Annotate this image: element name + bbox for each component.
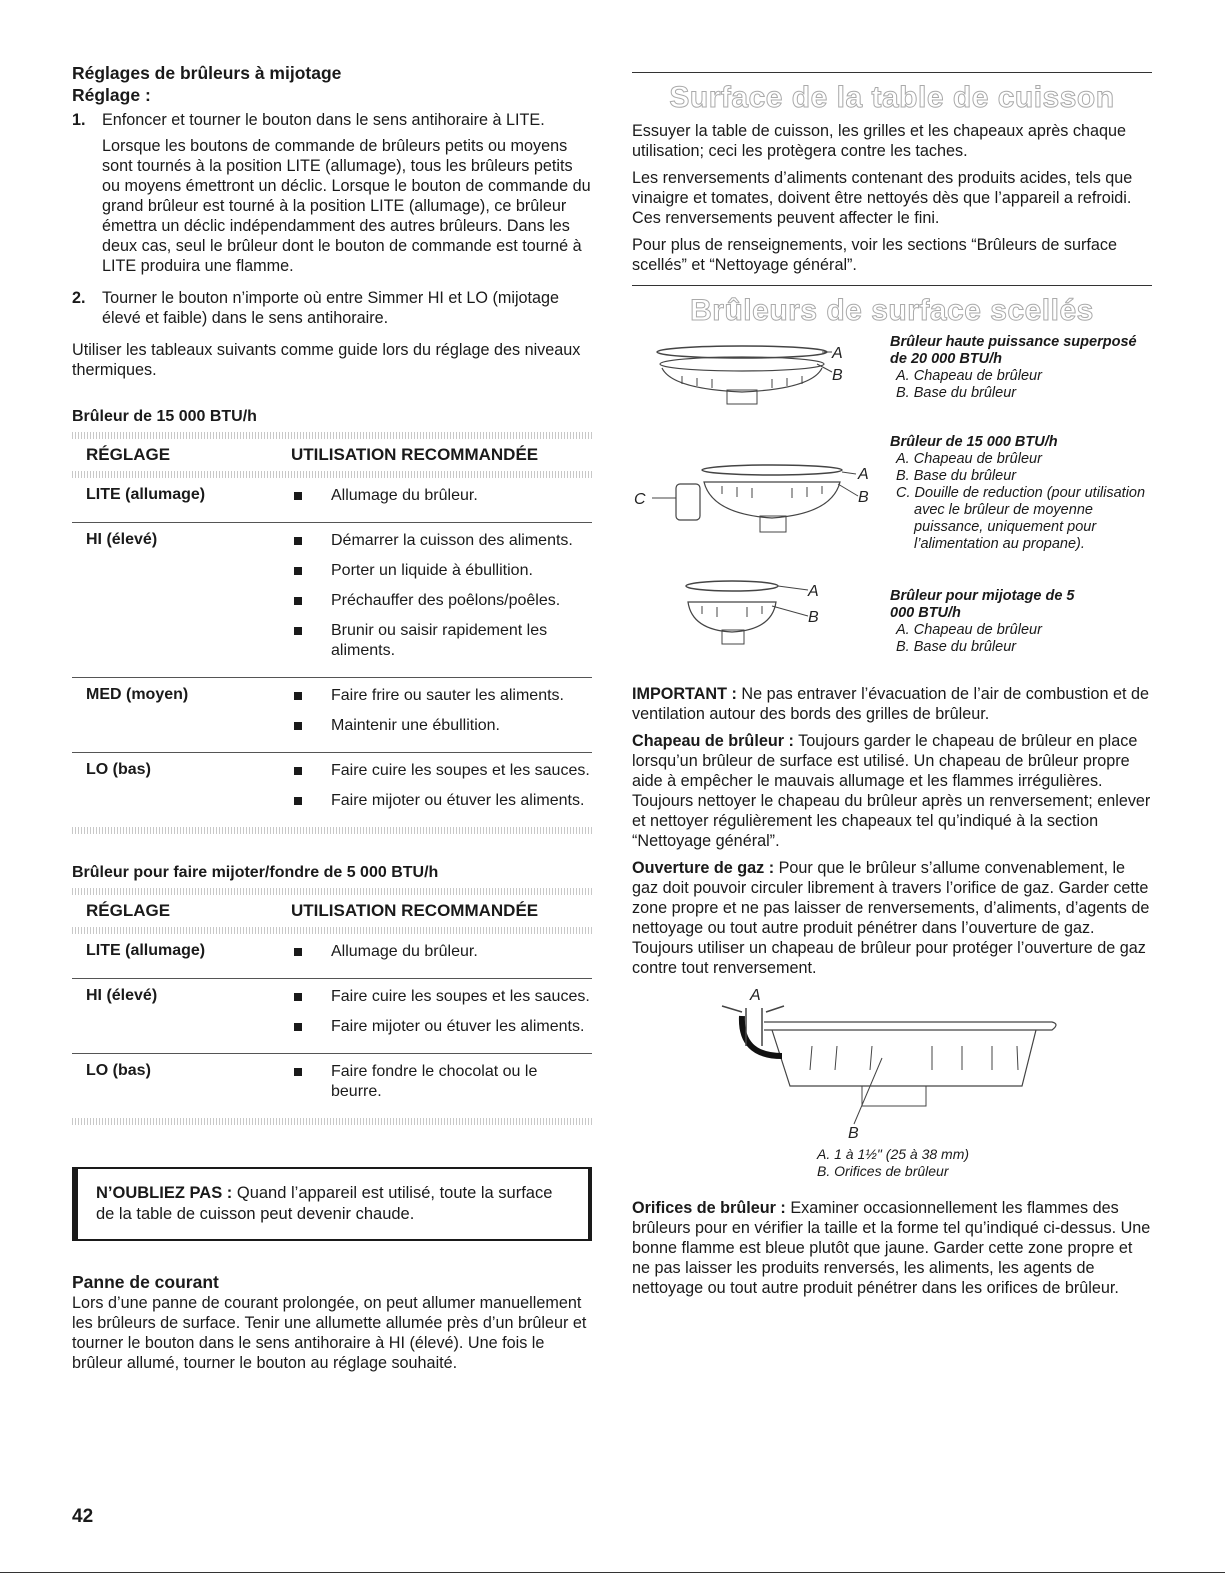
table-row	[72, 1054, 592, 1118]
step-text: Tourner le bouton n’importe où entre Simmer HI et LO (mijotage élevé et faible) dans le sens antihoraire.	[102, 289, 560, 327]
burner-cross-section	[632, 986, 1152, 1186]
burner-cap-text: Chapeau de brûleur : Toujours garder le chapeau de brûleur en place lorsqu’un brûleur de surface est utilisé. Un chapeau de brûleur propre aide à empêcher le mauvais allumage et les flammes irrégulières. Toujours nettoyer le chapeau du brûleur après un renversement; enlever et nettoyer régulièrement les chapeaux tel qu’indiqué à la section “Nettoyage général”.	[632, 732, 1151, 850]
col-use-header: UTILISATION RECOMMANDÉE	[291, 445, 539, 464]
burner-caption-3	[890, 588, 1100, 656]
diagram-letter: C	[634, 491, 646, 508]
burner-diagrams	[632, 334, 1152, 674]
burner-caption-1	[890, 334, 1150, 402]
simmer-heading: Réglages de brûleurs à mijotage	[72, 63, 342, 83]
cross-section-illustration	[632, 986, 1152, 1141]
burner-15000-table	[72, 408, 592, 834]
page-number: 42	[72, 1506, 94, 1527]
row-setting: LO (bas)	[86, 761, 151, 778]
col-setting-header: RÉGLAGE	[86, 445, 171, 464]
caption-part: C. Douille de reduction (pour utilisation avec le brûleur de moyenne puissance, uniquement pour l’alimentation au propane).	[896, 485, 1146, 552]
use-item: Faire mijoter ou étuver les aliments.	[291, 1017, 592, 1037]
burner-illustrations	[632, 334, 882, 674]
use-item: Allumage du brûleur.	[291, 942, 592, 962]
table-title: Brûleur pour faire mijoter/fondre de 5 000 BTU/h	[72, 864, 439, 881]
diagram-letter: B	[832, 367, 843, 384]
step-2	[72, 288, 592, 334]
power-outage-text: Lors d’une panne de courant prolongée, on peut allumer manuellement les brûleurs de surface. Tenir une allumette allumée près d’un brûleur et tourner le bouton dans le sens antihoraire à HI (élevé). Une fois le brûleur allumé, tourner le bouton au réglage souhaité.	[72, 1294, 587, 1372]
caption-part: B. Base du brûleur	[896, 468, 1017, 484]
cooktop-text: Essuyer la table de cuisson, les grilles et les chapeaux après chaque utilisation; ceci les protègera contre les taches.	[632, 122, 1127, 160]
table-divider	[72, 888, 592, 895]
use-item: Allumage du brûleur.	[291, 486, 592, 506]
left-column	[72, 62, 592, 1380]
section-rule	[632, 285, 1152, 286]
table-row	[72, 753, 592, 827]
important-text: IMPORTANT : Ne pas entraver l’évacuation de l’air de combustion et de ventilation autour des bords des grilles de brûleur.	[632, 685, 1150, 723]
row-setting: LO (bas)	[86, 1062, 151, 1079]
table-divider	[72, 927, 592, 934]
caption-part: A. Chapeau de brûleur	[896, 622, 1042, 638]
step-number: 1.	[72, 111, 86, 129]
cooktop-text: Les renversements d’aliments contenant des produits acides, tels que vinaigre et tomates, doivent être nettoyés dès que l’appareil a refroidi. Ces renversements peuvent affecter le fini.	[632, 169, 1133, 227]
diagram-letter: A	[858, 466, 869, 483]
caption-part: A. Chapeau de brûleur	[896, 368, 1042, 384]
table-header	[72, 895, 592, 927]
col-use-header: UTILISATION RECOMMANDÉE	[291, 901, 539, 920]
use-item: Faire cuire les soupes et les sauces.	[291, 987, 592, 1007]
cross-section-caption	[817, 1146, 969, 1180]
row-setting: MED (moyen)	[86, 686, 189, 703]
col-setting-header: RÉGLAGE	[86, 901, 171, 920]
row-setting: HI (élevé)	[86, 987, 158, 1004]
row-setting: HI (élevé)	[86, 531, 158, 548]
table-divider	[72, 432, 592, 439]
caption-title: Brûleur haute puissance superposé de 20 000 BTU/h	[890, 334, 1137, 367]
row-setting: LITE (allumage)	[86, 486, 206, 503]
table-row	[72, 478, 592, 523]
reminder-notice	[72, 1167, 592, 1241]
caption-part: A. Chapeau de brûleur	[896, 451, 1042, 467]
diagram-letter: B	[808, 609, 819, 626]
use-item: Brunir ou saisir rapidement les aliments.	[291, 621, 592, 661]
caption-part: B. Base du brûleur	[896, 639, 1017, 655]
diagram-letter: A	[808, 583, 819, 600]
orifices-text: Orifices de brûleur : Examiner occasionnellement les flammes des brûleurs pour en vérifier la taille et la forme tel qu’indiqué ci-dessus. Une bonne flamme est bleue plutôt que jaune. Garder cette zone propre et ne pas laisser les produits renversés, les aliments, les agents de nettoyage ou tout autre produit pénétrer dans les orifices de brûleur.	[632, 1199, 1151, 1297]
burner-caption-2	[890, 434, 1152, 553]
step-text: Lorsque les boutons de commande de brûleurs petits ou moyens sont tournés à la position LITE (allumage), tous les brûleurs petits ou moyens émettront un déclic. Lorsque le bouton de commande du grand brûleur est tourné à la position LITE (allumage), ce brûleur émettra un déclic indépendamment des autres brûleurs. Dans les deux cas, seul le brûleur dont le bouton de commande est tourné à LITE produira une flamme.	[102, 137, 591, 275]
row-setting: LITE (allumage)	[86, 942, 206, 959]
caption-part: A. 1 à 1½" (25 à 38 mm)	[817, 1146, 970, 1162]
page-bottom-rule	[0, 1572, 1225, 1573]
table-divider	[72, 827, 592, 834]
use-item: Faire mijoter ou étuver les aliments.	[291, 791, 592, 811]
step-text: Enfoncer et tourner le bouton dans le sens antihoraire à LITE.	[102, 111, 545, 129]
table-divider	[72, 471, 592, 478]
table-row	[72, 523, 592, 678]
use-item: Préchauffer des poêlons/poêles.	[291, 591, 592, 611]
burner-5000-table	[72, 864, 592, 1125]
setting-subheading: Réglage :	[72, 85, 151, 105]
gas-opening-text: Ouverture de gaz : Pour que le brûleur s’allume convenablement, le gaz doit pouvoir circuler librement à travers l’orifice de gaz. Garder cette zone propre et ne pas laisser de renversements, d’aliments, d’agents de nettoyage ou tout autre produit pénétrer dans l’ouverture de gaz. Toujours utiliser un chapeau de brûleur pour protéger l’ouverture de gaz contre tout renversement.	[632, 859, 1150, 977]
use-item: Démarrer la cuisson des aliments.	[291, 531, 592, 551]
sealed-burners-heading: Brûleurs de surface scellés	[690, 294, 1094, 327]
table-divider	[72, 1118, 592, 1125]
table-row	[72, 979, 592, 1054]
caption-title: Brûleur de 15 000 BTU/h	[890, 434, 1058, 450]
table-row	[72, 678, 592, 753]
use-item: Faire fondre le chocolat ou le beurre.	[291, 1062, 592, 1102]
power-outage-heading: Panne de courant	[72, 1272, 219, 1292]
diagram-letter: A	[832, 345, 843, 362]
use-item: Porter un liquide à ébullition.	[291, 561, 592, 581]
figure-letter: B	[848, 1125, 859, 1141]
use-item: Maintenir une ébullition.	[291, 716, 592, 736]
diagram-letter: B	[858, 489, 869, 506]
cooktop-surface-heading: Surface de la table de cuisson	[669, 81, 1115, 114]
step-1	[72, 110, 592, 282]
notice-text: Quand l’appareil est utilisé, toute la surface de la table de cuisson peut devenir chaude.	[96, 1184, 553, 1223]
figure-letter: A	[750, 987, 761, 1004]
caption-part: B. Base du brûleur	[896, 385, 1017, 401]
step-number: 2.	[72, 289, 86, 307]
table-header	[72, 439, 592, 471]
notice-label: N’OUBLIEZ PAS :	[96, 1184, 233, 1202]
guide-text: Utiliser les tableaux suivants comme guide lors du réglage des niveaux thermiques.	[72, 341, 581, 379]
table-title: Brûleur de 15 000 BTU/h	[72, 408, 257, 425]
caption-title: Brûleur pour mijotage de 5 000 BTU/h	[890, 588, 1075, 621]
cooktop-text: Pour plus de renseignements, voir les sections “Brûleurs de surface scellés” et “Nettoyage général”.	[632, 236, 1117, 274]
use-item: Faire cuire les soupes et les sauces.	[291, 761, 592, 781]
use-item: Faire frire ou sauter les aliments.	[291, 686, 592, 706]
right-column	[632, 72, 1152, 1305]
caption-part: B. Orifices de brûleur	[817, 1163, 949, 1179]
section-rule	[632, 72, 1152, 73]
table-row	[72, 934, 592, 979]
